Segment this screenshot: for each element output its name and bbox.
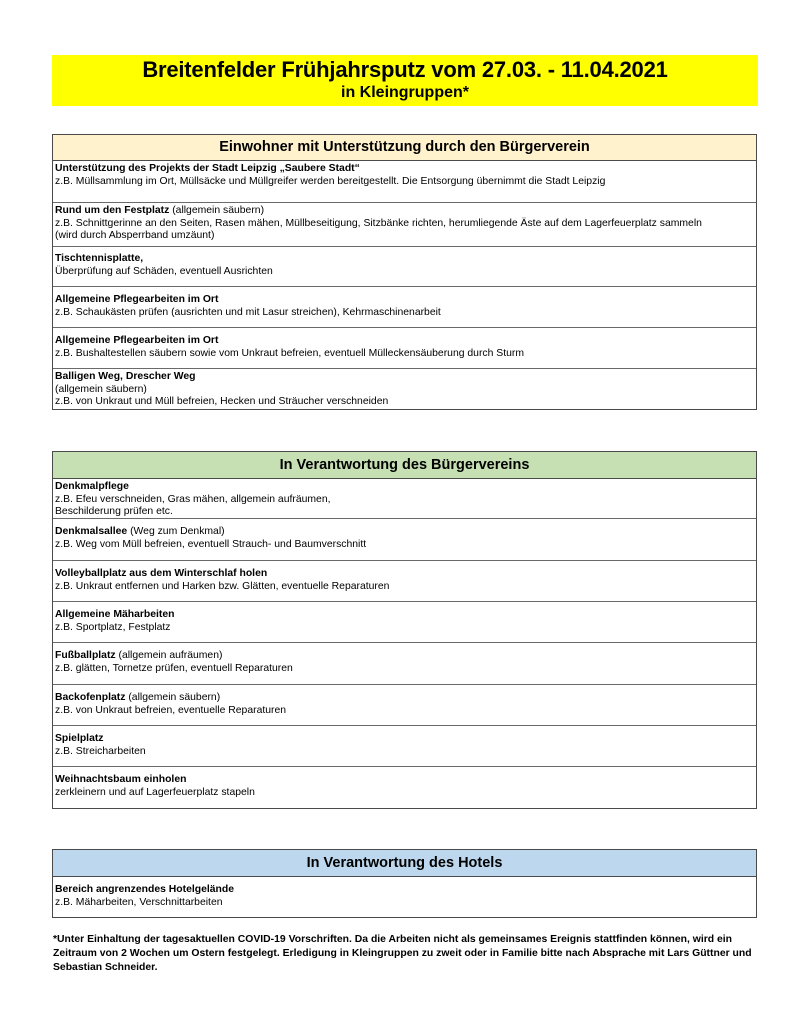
task-description: z.B. Weg vom Müll befreien, eventuell Strauch- und Baumverschnitt: [55, 538, 367, 550]
task-row: [53, 161, 756, 203]
task-description: z.B. Efeu verschneiden, Gras mähen, allgemein aufräumen,: [55, 493, 331, 505]
task-row: [53, 643, 756, 685]
task-description: (allgemein säubern): [55, 383, 147, 395]
task-title: Weihnachtsbaum einholen: [55, 774, 187, 785]
task-row: [53, 602, 756, 643]
section-residents-support: [52, 134, 757, 410]
task-title: Tischtennisplatte,: [55, 253, 144, 264]
section-citizens-association: [52, 451, 757, 809]
section-header: Einwohner mit Unterstützung durch den Bürgerverein: [53, 135, 756, 161]
task-description: z.B. von Unkraut und Müll befreien, Hecken und Sträucher verschneiden: [55, 396, 389, 408]
task-title: Allgemeine Pflegearbeiten im Ort: [55, 335, 219, 346]
task-description: z.B. Streicharbeiten: [55, 745, 146, 757]
footnote: *Unter Einhaltung der tagesaktuellen COVID-19 Vorschriften. Da die Arbeiten nicht als gemeinsames Ereignis stattfinden können, wird ein Zeitraum von 2 Wochen um Ostern festgelegt. Erledigung in Kleingruppen zu zweit oder in Familie bitte nach Absprache mit Lars Güttner und Sebastian Schneider.: [53, 934, 752, 973]
task-title-note: (allgemein aufräumen): [115, 650, 223, 661]
task-title-note: (allgemein säubern): [125, 692, 221, 703]
task-row: [53, 726, 756, 767]
task-title: Unterstützung des Projekts der Stadt Leipzig „Saubere Stadt“: [55, 163, 360, 174]
task-row: [53, 328, 756, 369]
task-description: z.B. Bushaltestellen säubern sowie vom Unkraut befreien, eventuell Mülleckensäuberung durch Sturm: [55, 347, 524, 359]
task-title: Denkmalsallee: [55, 526, 128, 537]
task-title: Volleyballplatz aus dem Winterschlaf holen: [55, 568, 268, 579]
task-title: Backofenplatz: [55, 692, 126, 703]
task-row: [53, 767, 756, 809]
section-header: In Verantwortung des Hotels: [53, 850, 756, 877]
task-description: Überprüfung auf Schäden, eventuell Ausrichten: [55, 265, 273, 277]
task-description: z.B. Schaukästen prüfen (ausrichten und mit Lasur streichen), Kehrmaschinenarbeit: [55, 306, 441, 318]
task-row: [53, 369, 756, 410]
section-header: In Verantwortung des Bürgervereins: [53, 452, 756, 479]
task-title: Balligen Weg, Drescher Weg: [55, 371, 196, 382]
task-row: [53, 519, 756, 561]
task-description: Beschilderung prüfen etc.: [55, 506, 173, 518]
task-title: Allgemeine Pflegearbeiten im Ort: [55, 294, 219, 305]
task-description: z.B. von Unkraut befreien, eventuelle Reparaturen: [55, 704, 287, 716]
task-title: Spielplatz: [55, 733, 104, 744]
task-description: z.B. Schnittgerinne an den Seiten, Rasen mähen, Müllbeseitigung, Sitzbänke richten, herumliegende Äste auf dem Lagerfeuerplatz sammeln: [55, 217, 702, 229]
task-title-note: (allgemein säubern): [169, 205, 265, 216]
section-hotel: [52, 849, 757, 918]
task-description: (wird durch Absperrband umzäunt): [55, 230, 215, 242]
task-description: z.B. Müllsammlung im Ort, Müllsäcke und Müllgreifer werden bereitgestellt. Die Entsorgung übernimmt die Stadt Leipzig: [55, 175, 606, 187]
task-title: Bereich angrenzendes Hotelgelände: [55, 884, 235, 895]
page-subtitle: in Kleingruppen*: [341, 84, 469, 101]
task-row: [53, 479, 756, 519]
task-title: Rund um den Festplatz: [55, 205, 170, 216]
task-row: [53, 203, 756, 247]
task-title: Fußballplatz: [55, 650, 116, 661]
task-description: z.B. glätten, Tornetze prüfen, eventuell Reparaturen: [55, 662, 293, 674]
title-banner: [52, 55, 758, 106]
task-description: z.B. Mäharbeiten, Verschnittarbeiten: [55, 896, 223, 908]
task-description: zerkleinern und auf Lagerfeuerplatz stapeln: [55, 786, 255, 798]
task-description: z.B. Sportplatz, Festplatz: [55, 621, 171, 633]
task-row: [53, 247, 756, 287]
task-title-note: (Weg zum Denkmal): [127, 526, 225, 537]
task-row: [53, 685, 756, 726]
page-title: Breitenfelder Frühjahrsputz vom 27.03. - 11.04.2021: [142, 57, 668, 82]
task-row: [53, 561, 756, 602]
task-title: Denkmalpflege: [55, 481, 129, 492]
task-title: Allgemeine Mäharbeiten: [55, 609, 175, 620]
task-row: [53, 287, 756, 328]
task-description: z.B. Unkraut entfernen und Harken bzw. Glätten, eventuelle Reparaturen: [55, 580, 390, 592]
task-row: [53, 877, 756, 917]
